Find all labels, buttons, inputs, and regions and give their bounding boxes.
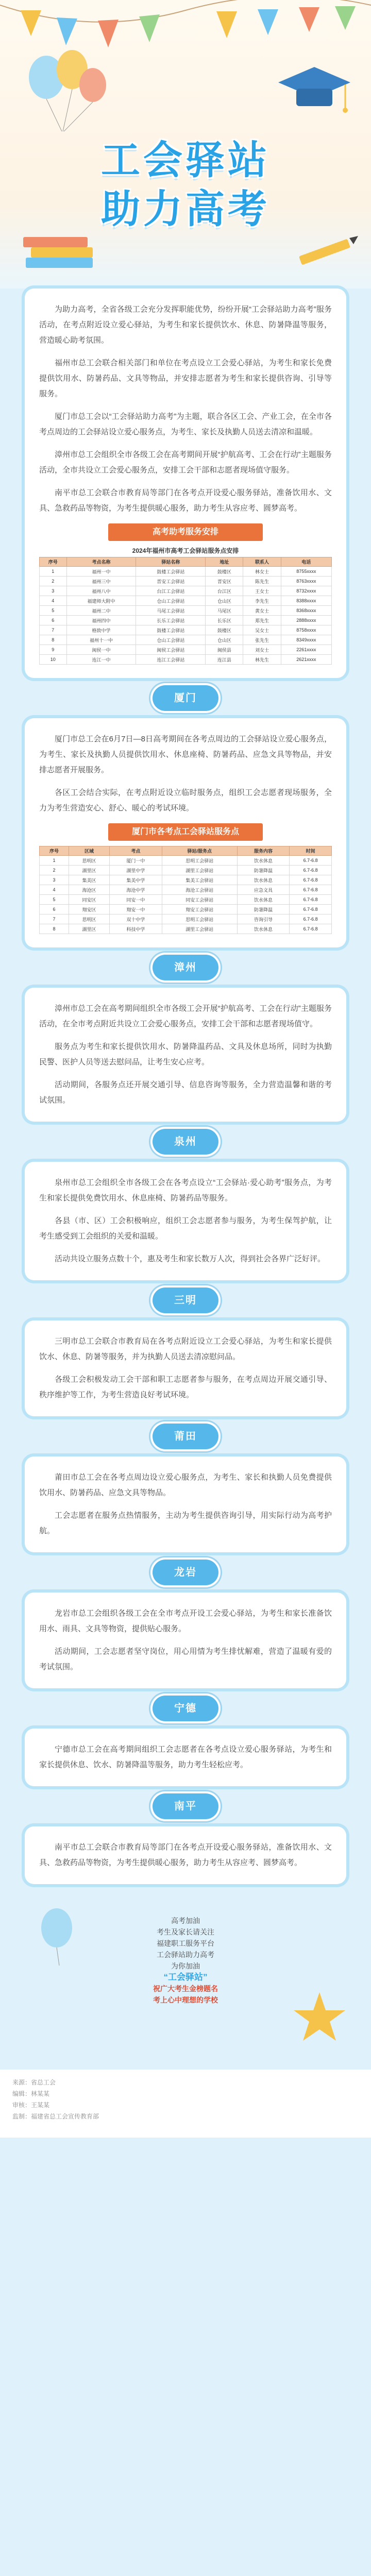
table-cell: 防暑降温: [237, 905, 290, 914]
table-header-cell: 电话: [281, 557, 331, 567]
table-header-cell: 服务内容: [237, 846, 290, 856]
section-paragraph: 工会志愿者在服务点热情服务，主动为考生提供咨询引导，用实际行动为高考护航。: [39, 1511, 332, 1535]
table-banner: 高考助考服务安排: [108, 523, 263, 541]
credit-line: 审核：王某某: [12, 2102, 50, 2109]
table-cell: 台江工会驿站: [136, 586, 206, 596]
table-cell: 思明区: [69, 914, 109, 924]
table-row: [40, 586, 332, 596]
table-cell: 6.7-6.8: [290, 914, 332, 924]
table-cell: 鼓楼区: [206, 567, 243, 577]
table-cell: 鼓楼区: [206, 625, 243, 635]
schedule-table: [39, 557, 332, 665]
section-card-quanzhou: [25, 1162, 346, 1280]
table-cell: 2261xxxx: [281, 645, 331, 655]
table-cell: 福州三中: [66, 577, 136, 586]
table-cell: 2: [40, 577, 67, 586]
table-cell: 海沧工会驿站: [162, 885, 237, 895]
section-card-zhangzhou: [25, 988, 346, 1122]
table-row: [40, 924, 332, 934]
table-cell: 湖里区: [69, 866, 109, 875]
table-cell: 厦门一中: [110, 856, 162, 866]
table-cell: 张先生: [243, 635, 281, 645]
section-paragraph: 各区工会结合实际，在考点附近设立临时服务点，组织工会志愿者现场服务，全力为考生营造安心、舒心、暖心的考试环境。: [39, 788, 332, 812]
section-badge: 宁德: [153, 1696, 218, 1721]
section-badge: 南平: [153, 1793, 218, 1819]
table-cell: 5: [40, 606, 67, 616]
section-paragraph: 宁德市总工会在高考期间组织工会志愿者在各考点设立爱心服务驿站，为考生和家长提供休息、饮水、防暑降温等服务，助力考生轻松应考。: [39, 1745, 332, 1769]
section-header: [0, 1280, 371, 1320]
table-header-cell: 区域: [69, 846, 109, 856]
table-cell: 6.7-6.8: [290, 856, 332, 866]
table-cell: 同安一中: [110, 895, 162, 905]
section-header: [0, 1416, 371, 1456]
credit-line: 编辑：林某某: [12, 2090, 50, 2097]
table-header-cell: 联系人: [243, 557, 281, 567]
table-cell: 刘女士: [243, 645, 281, 655]
table-cell: 6.7-6.8: [290, 895, 332, 905]
intro-paragraph: 厦门市总工会以“工会驿站助力高考”为主题，联合各区工会、产业工会，在全市各考点周边的工会驿站设立爱心服务点，为考生、家长及执勤人员送去清凉和温暖。: [39, 412, 332, 436]
section-card-ningde: [25, 1728, 346, 1786]
table-cell: 福州十一中: [66, 635, 136, 645]
table-cell: 黄女士: [243, 606, 281, 616]
table-cell: 2888xxxx: [281, 616, 331, 625]
table-cell: 8758xxxx: [281, 625, 331, 635]
section-badge: 莆田: [153, 1423, 218, 1449]
table-cell: 福州一中: [66, 567, 136, 577]
table-cell: 科技中学: [110, 924, 162, 934]
table-cell: 思明工会驿站: [162, 856, 237, 866]
section-card-xiamen: [25, 718, 346, 947]
table-cell: 集美区: [69, 875, 109, 885]
table-cell: 8755xxxx: [281, 567, 331, 577]
section-paragraph: 三明市总工会联合市教育局在各考点附近设立工会爱心驿站，为考生和家长提供饮水、休息、防暑等服务，并为执勤人员送去清凉慰问品。: [39, 1337, 332, 1361]
table-cell: 海沧区: [69, 885, 109, 895]
table-cell: 8388xxxx: [281, 596, 331, 606]
table-cell: 翔安区: [69, 905, 109, 914]
table-cell: 林先生: [243, 655, 281, 665]
table-cell: 晋安区: [206, 577, 243, 586]
hero-banner: [0, 0, 371, 289]
table-cell: 饮水休息: [237, 924, 290, 934]
table-header-cell: 考点: [110, 846, 162, 856]
credit-line: 监制：福建省总工会宣传教育部: [12, 2113, 99, 2120]
service-table: [39, 846, 332, 934]
table-cell: 4: [40, 596, 67, 606]
table-cell: 集美工会驿站: [162, 875, 237, 885]
table-header-cell: 考点名称: [66, 557, 136, 567]
table-cell: 台江区: [206, 586, 243, 596]
section-paragraph: 龙岩市总工会组织各级工会在全市考点开设工会爱心驿站，为考生和家长准备饮用水、雨具、文具等物资，提供贴心服务。: [39, 1609, 332, 1633]
table-cell: 郑先生: [243, 616, 281, 625]
table-cell: 应急文具: [237, 885, 290, 895]
section-paragraph: 活动期间，各服务点还开展交通引导、信息咨询等服务，全力营造温馨和谐的考试氛围。: [39, 1080, 332, 1105]
table-header-cell: 序号: [40, 557, 67, 567]
footer-block: [0, 1884, 371, 2070]
table-cell: 8: [40, 635, 67, 645]
table-cell: 马尾工会驿站: [136, 606, 206, 616]
footer-line: 高考加油: [171, 1917, 200, 1925]
star-icon: [289, 1987, 350, 2049]
hero-title-line1: 工会驿站: [101, 139, 270, 182]
table-cell: 连江一中: [66, 655, 136, 665]
table-cell: 10: [40, 655, 67, 665]
table-cell: 湖里工会驿站: [162, 924, 237, 934]
table-header-cell: 驿站名称: [136, 557, 206, 567]
table-row: [40, 895, 332, 905]
table-cell: 6.7-6.8: [290, 875, 332, 885]
table-row: [40, 596, 332, 606]
section-badge: 泉州: [153, 1129, 218, 1155]
table-cell: 3: [40, 875, 69, 885]
section-paragraph: 泉州市总工会组织全市各级工会在各考点设立“工会驿站·爱心助考”服务点，为考生和家长提供免费饮用水、休息座椅、防暑药品等服务。: [39, 1178, 332, 1202]
table-cell: 陈先生: [243, 577, 281, 586]
intro-paragraph: 南平市总工会联合市教育局等部门在各考点开设爱心服务驿站，准备饮用水、文具、急救药品等物资，为考生提供暖心服务，助力考生从容应考、圆梦高考。: [39, 488, 332, 513]
section-paragraph: 各县（市、区）工会积极响应，组织工会志愿者参与服务，为考生保驾护航，让考生感受到工会组织的关爱和温暖。: [39, 1216, 332, 1241]
table-cell: 闽侯一中: [66, 645, 136, 655]
table-cell: 4: [40, 885, 69, 895]
table-row: [40, 625, 332, 635]
table-cell: 2621xxxx: [281, 655, 331, 665]
hero-title-line2: 助力高考: [101, 188, 270, 231]
table-cell: 思明区: [69, 856, 109, 866]
pencil-icon: [289, 227, 361, 283]
section-card-longyan: [25, 1592, 346, 1688]
footer-wish: 考上心中理想的学校: [153, 1996, 218, 2004]
section-paragraph: 漳州市总工会在高考期间组织全市各级工会开展“护航高考、工会在行动”主题服务活动，在全市考点附近共设立工会爱心服务点，安排工会干部和志愿者现场值守。: [39, 1004, 332, 1028]
table-cell: 6: [40, 905, 69, 914]
section-paragraph: 莆田市总工会在各考点周边设立爱心服务点，为考生、家长和执勤人员免费提供饮用水、防暑药品、应急文具等物品。: [39, 1473, 332, 1497]
table-row: [40, 866, 332, 875]
footer-line: 福建职工服务平台: [157, 1939, 214, 1947]
table-cell: 仓山区: [206, 635, 243, 645]
table-cell: 马尾区: [206, 606, 243, 616]
table-cell: 6.7-6.8: [290, 866, 332, 875]
table-row: [40, 856, 332, 866]
table-row: [40, 645, 332, 655]
table-header-cell: 序号: [40, 846, 69, 856]
table-cell: 福州二中: [66, 606, 136, 616]
section-paragraph: 活动共设立服务点数十个，惠及考生和家长数万人次，得到社会各界广泛好评。: [55, 1255, 326, 1263]
credit-line: 来源：省总工会: [12, 2079, 56, 2086]
table-cell: 湖里中学: [110, 866, 162, 875]
table-cell: 连江工会驿站: [136, 655, 206, 665]
table-row: [40, 606, 332, 616]
balloons-icon: [15, 46, 119, 134]
section-paragraph: 服务点为考生和家长提供饮用水、防暑降温药品、文具及休息场所，同时为执勤民警、医护人员等送去慰问品，让考生安心应考。: [39, 1042, 332, 1066]
table-cell: 林女士: [243, 567, 281, 577]
table-header-cell: 时间: [290, 846, 332, 856]
table-cell: 防暑降温: [237, 866, 290, 875]
table-banner: 厦门市各考点工会驿站服务点: [108, 823, 263, 841]
table-cell: 仓山工会驿站: [136, 635, 206, 645]
table-row: [40, 655, 332, 665]
table-cell: 6.7-6.8: [290, 924, 332, 934]
intro-paragraph: 漳州市总工会组织全市各级工会在高考期间开展“护航高考、工会在行动”主题服务活动，全市共设立工会爱心服务点，安排工会干部和志愿者现场值守服务。: [39, 450, 332, 474]
table-row: [40, 885, 332, 895]
section-card-putian: [25, 1456, 346, 1552]
table-cell: 集美中学: [110, 875, 162, 885]
table-cell: 8: [40, 924, 69, 934]
article-credits: [0, 2070, 371, 2138]
table-cell: 8763xxxx: [281, 577, 331, 586]
table-cell: 7: [40, 625, 67, 635]
table-title: 2024年福州市高考工会驿站服务点安排: [132, 547, 239, 554]
table-row: [40, 905, 332, 914]
section-paragraph: 各级工会积极发动工会干部和职工志愿者参与服务，在考点周边开展交通引导、秩序维护等工作，为考生营造良好考试环境。: [39, 1375, 332, 1399]
footer-line: 考生及家长请关注: [157, 1928, 214, 1936]
table-cell: 8349xxxx: [281, 635, 331, 645]
footer-brand: “工会驿站”: [163, 1972, 208, 1982]
table-cell: 闽侯县: [206, 645, 243, 655]
section-badge: 三明: [153, 1287, 218, 1313]
section-header: [0, 1688, 371, 1728]
table-cell: 饮水休息: [237, 895, 290, 905]
table-cell: 翔安一中: [110, 905, 162, 914]
section-card-sanming: [25, 1320, 346, 1416]
table-cell: 福建师大附中: [66, 596, 136, 606]
table-cell: 李先生: [243, 596, 281, 606]
section-paragraph: 厦门市总工会在6月7日—8日高考期间在各考点周边的工会驿站设立爱心服务点，为考生、家长及执勤人员提供饮用水、休息座椅、防暑药品、应急文具等物品，并安排志愿者开展服务。: [39, 735, 332, 774]
table-cell: 鼓楼工会驿站: [136, 567, 206, 577]
section-header: [0, 1552, 371, 1592]
table-cell: 3: [40, 586, 67, 596]
table-cell: 鼓楼工会驿站: [136, 625, 206, 635]
table-header-cell: 驿站/服务点: [162, 846, 237, 856]
table-cell: 双十中学: [110, 914, 162, 924]
table-cell: 长乐区: [206, 616, 243, 625]
section-badge: 漳州: [153, 955, 218, 980]
table-cell: 8732xxxx: [281, 586, 331, 596]
balloon-icon: [31, 1905, 93, 1967]
table-cell: 长乐工会驿站: [136, 616, 206, 625]
footer-wish: 祝广大考生金榜题名: [153, 1985, 218, 1993]
table-cell: 1: [40, 567, 67, 577]
table-cell: 连江县: [206, 655, 243, 665]
section-header: [0, 678, 371, 718]
table-header-cell: 地址: [206, 557, 243, 567]
table-cell: 翔安工会驿站: [162, 905, 237, 914]
table-row: [40, 875, 332, 885]
section-card-nanping: [25, 1826, 346, 1884]
footer-text: [108, 1915, 263, 2006]
section-header: [0, 1122, 371, 1162]
table-cell: 6.7-6.8: [290, 905, 332, 914]
table-cell: 海沧中学: [110, 885, 162, 895]
section-paragraph: 南平市总工会联合市教育局等部门在各考点开设爱心服务驿站，准备饮用水、文具、急救药品等物资，为考生提供暖心服务，助力考生从容应考、圆梦高考。: [39, 1843, 332, 1867]
section-badge: 龙岩: [153, 1560, 218, 1585]
intro-paragraph: 福州市总工会联合相关部门和单位在考点设立工会爱心驿站，为考生和家长免费提供饮用水、防暑药品、文具等物品，并安排志愿者为考生和家长提供咨询、引导等服务。: [39, 359, 332, 398]
table-cell: 6.7-6.8: [290, 885, 332, 895]
table-cell: 饮水休息: [237, 875, 290, 885]
table-row: [40, 567, 332, 577]
table-cell: 咨询引导: [237, 914, 290, 924]
table-cell: 格致中学: [66, 625, 136, 635]
section-paragraph: 活动期间，工会志愿者坚守岗位，用心用情为考生排忧解难，营造了温暖有爱的考试氛围。: [39, 1647, 332, 1671]
table-cell: 8368xxxx: [281, 606, 331, 616]
footer-line: 工会驿站助力高考: [157, 1951, 214, 1959]
table-cell: 9: [40, 645, 67, 655]
table-row: [40, 914, 332, 924]
table-cell: 1: [40, 856, 69, 866]
section-badge: 厦门: [153, 685, 218, 711]
intro-card: [25, 289, 346, 678]
table-cell: 仓山工会驿站: [136, 596, 206, 606]
table-cell: 仓山区: [206, 596, 243, 606]
table-cell: 王女士: [243, 586, 281, 596]
table-cell: 吴女士: [243, 625, 281, 635]
table-cell: 同安区: [69, 895, 109, 905]
section-header: [0, 947, 371, 988]
table-cell: 晋安工会驿站: [136, 577, 206, 586]
table-row: [40, 616, 332, 625]
table-cell: 湖里工会驿站: [162, 866, 237, 875]
table-cell: 湖里区: [69, 924, 109, 934]
intro-paragraph: 为助力高考，全省各级工会充分发挥职能优势，纷纷开展“工会驿站助力高考”服务活动，在考点附近设立爱心驿站，为考生和家长提供饮水、休息、防暑降温等服务，营造暖心助考氛围。: [39, 305, 332, 345]
section-header: [0, 1786, 371, 1826]
table-row: [40, 635, 332, 645]
table-cell: 2: [40, 866, 69, 875]
graduation-cap-icon: [268, 52, 356, 129]
table-row: [40, 577, 332, 586]
table-cell: 福州八中: [66, 586, 136, 596]
footer-line: 为你加油: [171, 1962, 200, 1970]
table-cell: 6: [40, 616, 67, 625]
table-cell: 5: [40, 895, 69, 905]
table-cell: 同安工会驿站: [162, 895, 237, 905]
table-cell: 思明工会驿站: [162, 914, 237, 924]
table-cell: 饮水休息: [237, 856, 290, 866]
table-cell: 7: [40, 914, 69, 924]
table-cell: 闽侯工会驿站: [136, 645, 206, 655]
table-cell: 福州四中: [66, 616, 136, 625]
